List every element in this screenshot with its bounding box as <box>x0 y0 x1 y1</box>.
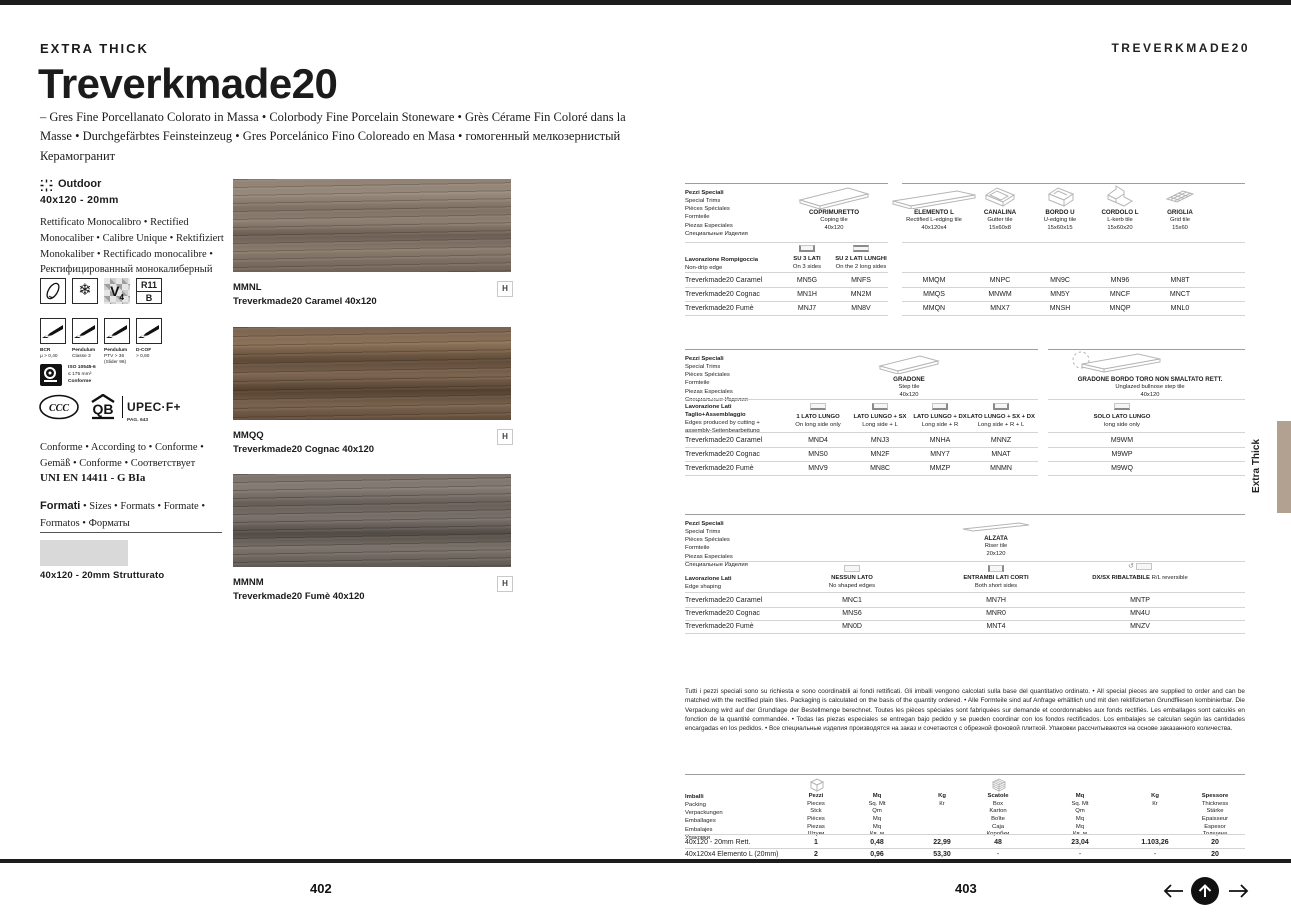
trim-code: MN5Y <box>1050 291 1070 298</box>
row-sep <box>1048 475 1245 476</box>
trim-code: MNQP <box>1109 305 1131 312</box>
trim-code: MNV9 <box>808 465 828 472</box>
trim-code: MNMN <box>990 465 1012 472</box>
v4-letter: V <box>110 283 120 299</box>
svg-text:QB: QB <box>92 401 114 417</box>
product-image-cognac <box>233 327 511 420</box>
page-top-edge <box>0 0 1291 5</box>
table3-col-ribaltabile: DX/SX RIBALTABILE R/L reversible <box>1092 575 1188 581</box>
formats-heading-bold: Formati <box>40 500 81 512</box>
row-sep <box>685 461 1038 462</box>
table1-rows-rule-left <box>685 272 888 273</box>
trim-code: MNS6 <box>842 610 862 617</box>
packing-value: 53,30 <box>933 851 951 858</box>
trim-code: MN1H <box>797 291 817 298</box>
trim-code: MNC1 <box>842 597 862 604</box>
packing-value: 20 <box>1211 839 1219 846</box>
snowflake-glyph: ❄ <box>78 282 92 299</box>
ccc-logo <box>38 394 80 422</box>
trim-code: M9WP <box>1111 451 1133 458</box>
product-name: Treverkmade20 Cognac 40x120 <box>233 444 375 456</box>
product-image-caramel <box>233 179 511 272</box>
table2-mid-rule-left <box>685 399 1038 400</box>
alzata-drawing <box>961 521 1031 533</box>
table-row: Treverkmade20 Cognac <box>685 451 760 458</box>
product-name: Treverkmade20 Caramel 40x120 <box>233 296 377 308</box>
iso-label: ISO 10545-6 ≤ 175 mm² Conforme <box>68 365 96 385</box>
trim-code: MNSH <box>1049 305 1071 312</box>
row-sep <box>685 475 1038 476</box>
row-sep <box>685 287 888 288</box>
table2-rows-rule-right <box>1048 432 1245 433</box>
bordo-u-drawing <box>1047 186 1075 208</box>
packing-col-spessore: Spessore Thickness Stärke Epaisseur Espesor <box>1201 793 1229 830</box>
slip-ramp-icon-pendulum-ptv <box>104 318 130 344</box>
row-sep <box>685 301 888 302</box>
page-number-right: 403 <box>955 881 977 896</box>
packing-col-kg1: Kg Кг <box>938 793 946 807</box>
trim-code: M9WQ <box>1111 465 1133 472</box>
v4-number: 4 <box>119 292 124 302</box>
griglia-drawing <box>1164 189 1196 205</box>
packing-value: 22,99 <box>933 839 951 846</box>
rectified-text: Rettificato Monocalibro • Rectified Monocaliber • Calibre Unique • Rektifiziert Monokaliber • Rectificado monocalibre • Ректифицированный монокалиберный <box>40 217 224 276</box>
packing-col-kg2: Kg Кг <box>1151 793 1159 807</box>
piece-bordo-u: BORDO U U-edging tile 15x60x15 <box>1043 209 1077 231</box>
row-sep <box>1048 447 1245 448</box>
collection-eyebrow: EXTRA THICK <box>40 41 149 56</box>
svg-text:CCC: CCC <box>48 403 70 414</box>
table2-col-latolungo-dx: LATO LUNGO + DX Long side + R <box>913 414 967 428</box>
packing-value: 23,04 <box>1071 839 1089 846</box>
trim-code: MND4 <box>808 437 828 444</box>
trim-code: MNPC <box>989 277 1011 284</box>
table-row: Treverkmade20 Cognac <box>685 610 760 617</box>
format-name: 40x120 - 20mm Strutturato <box>40 570 165 581</box>
footprint-icon <box>40 278 66 304</box>
packing-value: 20 <box>1211 851 1219 858</box>
gradone-bordo-toro-drawing <box>1068 350 1164 374</box>
shade-variation-v4-icon <box>104 278 130 304</box>
table3-col-nessunlato: NESSUN LATO No shaped edges <box>828 575 876 589</box>
row-sep <box>1048 461 1245 462</box>
page-number-left: 402 <box>310 881 332 896</box>
slip-ramp-icon-pendulum-classe <box>72 318 98 344</box>
piece-elemento-l: ELEMENTO L Rectified L-edging tile 40x120x4 <box>906 209 962 231</box>
product-name: Treverkmade20 Fumè 40x120 <box>233 591 365 603</box>
trim-code: MN96 <box>1110 277 1130 284</box>
trim-code: MNX7 <box>990 305 1010 312</box>
product-image-fume <box>233 474 511 567</box>
h-badge: H <box>497 576 513 592</box>
packing-col-mq2: Mq Sq. Mt Qm Mq Mq <box>1071 793 1089 830</box>
trim-code: MN8C <box>870 465 890 472</box>
slip-label-pendulum-ptv: Pendulum PTV > 36 (Slider 96) <box>104 348 128 366</box>
packing-value: 48 <box>994 839 1002 846</box>
outdoor-size: 40x120 - 20mm <box>40 194 119 206</box>
piece-canalina: CANALINA Gutter tile 15x60x8 <box>983 209 1017 231</box>
trim-code: MMQS <box>923 291 945 298</box>
table1-rows-rule-right <box>902 272 1245 273</box>
header-right-label: TREVERKMADE20 <box>1111 41 1250 55</box>
table-row: Treverkmade20 Fumè <box>685 623 754 630</box>
trim-code: MN2M <box>850 291 872 298</box>
packing-value: - <box>996 851 1000 858</box>
piece-gradone-bordo-toro: GRADONE BORDO TORO NON SMALTATO RETT. Unglazed bullnose step tile 40x120 <box>1077 376 1223 398</box>
special-trims-label: Pezzi Speciali Special Trims Pièces Spéciales Formteile Piezas Especiales <box>685 356 733 395</box>
qb-logo <box>88 394 118 422</box>
packing-col-pezzi: Pezzi Pieces Stck Pièces Piezas <box>807 793 825 830</box>
frost-resistance-icon <box>72 278 98 304</box>
side-tab-label: Extra Thick <box>1251 439 1262 493</box>
trim-code: MNAT <box>991 451 1011 458</box>
trim-code: MNNZ <box>990 437 1012 444</box>
table-row: Treverkmade20 Caramel <box>685 597 763 604</box>
page-subtitle: – Gres Fine Porcellanato Colorato in Massa • Colorbody Fine Porcelain Stoneware • Grès Cérame Fin Coloré dans la Masse • Durchgefärbtes Feinsteinzeug • Gres Porcelánico Fino Coloreado en Masa • гомогенный мелкозернистый Керамогранит <box>40 110 626 163</box>
formats-heading-rest: • Sizes • Formats • Formate • Formatos • Форматы <box>40 501 205 529</box>
trim-code: MNCF <box>1109 291 1131 298</box>
trim-code: MNTP <box>1130 597 1150 604</box>
packing-row: 40x120x4 Elemento L (20mm) <box>685 851 779 858</box>
product-code: MMNL <box>233 282 262 293</box>
formats-heading <box>40 498 232 532</box>
trim-code: MNWM <box>988 291 1012 298</box>
packing-value: 0,96 <box>870 851 884 858</box>
packing-row: 40x120 - 20mm Rett. <box>685 839 751 846</box>
trim-code: MN8T <box>1170 277 1190 284</box>
next-page-button[interactable] <box>1228 883 1250 899</box>
piece-alzata: ALZATA Riser tile 20x120 <box>984 535 1008 557</box>
packing-col-scatole: Scatole Box Karton Boîte Caja <box>987 793 1009 830</box>
elemento-l-drawing <box>889 189 979 209</box>
row-sep <box>902 315 1245 316</box>
table3-top-rule <box>685 514 1245 515</box>
product-label-fume <box>233 576 511 605</box>
piece-cordolo-l: CORDOLO L L-kerb tile 15x60x20 <box>1101 209 1139 231</box>
h-badge: H <box>497 281 513 297</box>
table2-col-1latolungo: 1 LATO LUNGO On long side only <box>795 414 841 428</box>
trim-code: MNHA <box>929 437 951 444</box>
trim-code: M9WM <box>1110 437 1134 444</box>
table-row: Treverkmade20 Fumè <box>685 305 754 312</box>
piece-griglia: GRIGLIA Grid tile 15x60 <box>1167 209 1193 231</box>
table2-col-sololatolungo: SOLO LATO LUNGO long side only <box>1093 414 1151 428</box>
table2-col-latolungo-sx: LATO LUNGO + SX Long side + L <box>853 414 907 428</box>
table2-top-rule-left <box>685 349 1038 350</box>
formats-divider <box>40 532 222 533</box>
table-row: Treverkmade20 Caramel <box>685 437 763 444</box>
packing-value: 1 <box>814 839 818 846</box>
table1-top-rule-right <box>902 183 1245 184</box>
product-label-cognac <box>233 429 511 458</box>
product-label-caramel <box>233 281 511 310</box>
product-code: MMNM <box>233 577 264 588</box>
trim-code: MNS0 <box>808 451 828 458</box>
r11-label: R11 <box>137 279 161 292</box>
packing-label: Imballi Packing Verpackungen Emballages Embalajes Упаковки <box>685 794 723 841</box>
row-sep <box>685 848 1245 849</box>
cordolo-l-drawing <box>1106 185 1134 208</box>
table2-col-latolungo-sxdx: LATO LUNGO + SX + DX Long side + R + L <box>967 414 1035 428</box>
scroll-top-button[interactable] <box>1191 877 1219 905</box>
trim-code: MNJ3 <box>870 437 890 444</box>
table3-col-entrambilaticorti: ENTRAMBI LATI CORTI Both short sides <box>963 575 1029 589</box>
slip-label-bcr: BCR μ > 0,40 <box>40 348 58 360</box>
trim-code: MMQM <box>922 277 946 284</box>
trim-code: MN0D <box>842 623 862 630</box>
trim-code: MNY7 <box>930 451 950 458</box>
table2-rows-rule-left <box>685 432 1038 433</box>
table-row: Treverkmade20 Cognac <box>685 291 760 298</box>
table1-mid-rule-right <box>902 242 1245 243</box>
table3-row-label: Lavorazione Lati Edge shaping <box>685 576 732 591</box>
upec-page-ref: PAG. 643 <box>127 418 149 423</box>
conformity-text: Conforme • According to • Conforme • Gemäß • Conforme • Соответствует <box>40 442 204 470</box>
trim-code: MN9C <box>1050 277 1070 284</box>
trim-code: MNL0 <box>1170 305 1190 312</box>
conformity-norm: UNI EN 14411 - G BIa <box>40 472 146 484</box>
trim-code: MMZP <box>929 465 951 472</box>
r11-rating-icon <box>136 278 162 304</box>
trim-code: MN5G <box>796 277 818 284</box>
coprimuretto-drawing <box>794 185 874 209</box>
prev-page-button[interactable] <box>1162 883 1184 899</box>
table2-mid-rule-right <box>1048 399 1245 400</box>
trim-code: MNR0 <box>986 610 1006 617</box>
packing-value: - <box>1153 851 1157 858</box>
table3-rows-rule <box>685 592 1245 593</box>
slip-ramp-icon-dcof <box>136 318 162 344</box>
special-trims-label: Pezzi Speciali Special Trims Pièces Spéciales Formteile Piezas Especiales Специальные Изделия <box>685 190 748 237</box>
trim-code: MN7H <box>986 597 1006 604</box>
row-sep <box>685 607 1245 608</box>
table1-mid-rule-left <box>685 242 888 243</box>
row-sep <box>902 287 1245 288</box>
r11-class-label: B <box>145 293 153 303</box>
trim-code: MN8V <box>851 305 871 312</box>
slip-label-dcof: D-COF > 0,60 <box>136 348 152 360</box>
row-sep <box>685 633 1245 634</box>
canalina-drawing <box>984 186 1016 208</box>
packing-col-mq1: Mq Sq. Mt Qm Mq Mq <box>868 793 886 830</box>
trim-code: MNCT <box>1169 291 1191 298</box>
page-bottom-edge <box>0 859 1291 863</box>
edge-icon-ribaltabile: ↺ <box>1120 563 1160 581</box>
piece-gradone: GRADONE Step tile 40x120 <box>893 376 925 398</box>
trim-code: MNFS <box>851 277 871 284</box>
trim-code: MNT4 <box>986 623 1006 630</box>
piece-coprimuretto: COPRIMURETTO Coping tile 40x120 <box>808 209 860 231</box>
gradone-drawing <box>876 354 942 374</box>
table1-row-label: Lavorazione Rompigoccia Non-drip edge <box>685 257 758 272</box>
table1-col-su2lati: SU 2 LATI LUNGHI On the 2 long sides <box>835 256 887 270</box>
product-code: MMQQ <box>233 430 264 441</box>
trim-code: MN2F <box>870 451 890 458</box>
packing-value: 0,48 <box>870 839 884 846</box>
format-swatch <box>40 540 128 566</box>
table3-mid-rule <box>685 561 1245 562</box>
packing-value: - <box>1078 851 1082 858</box>
h-badge: H <box>497 429 513 445</box>
trim-code: MMQN <box>922 305 946 312</box>
row-sep <box>685 315 888 316</box>
packing-value: 1.103,26 <box>1141 839 1169 846</box>
table1-top-rule-left <box>685 183 888 184</box>
trim-code: MNZV <box>1130 623 1150 630</box>
outdoor-label: Outdoor <box>58 178 102 190</box>
abrasion-resistance-icon <box>40 364 62 386</box>
table2-row-label: Lavorazione Lati Taglio+Assemblaggio Edges produced by cutting + <box>685 404 760 427</box>
side-tab-marker[interactable] <box>1277 421 1291 513</box>
upec-label: UPEC·F+ <box>127 400 181 414</box>
upec-divider <box>122 396 123 418</box>
outdoor-icon <box>40 179 53 192</box>
page-title: Treverkmade20 <box>38 60 338 107</box>
trim-code: MNJ7 <box>797 305 817 312</box>
table-row: Treverkmade20 Fumè <box>685 465 754 472</box>
slip-label-pendulum-classe: Pendulum Classe 3 <box>72 348 96 360</box>
table1-col-su3lati: SU 3 LATI On 3 sides <box>792 256 822 270</box>
packing-top-rule <box>685 774 1245 775</box>
packing-value: 2 <box>814 851 818 858</box>
packing-rows-rule <box>685 834 1245 835</box>
special-pieces-note: Tutti i pezzi speciali sono su richiesta e sono coordinabili ai fondi rettificati. Gli imballi vengono calcolati sulla base del quantitativo ordinato. • All special pieces are supplied to order and can be matched with the rectified plain tiles. Packaging is calculated on the basis of the quantity ordered. • Alle Formteile sind auf Anfrage erhältlich und mit den rektifizierten Grundfliesen kombinierbar. Die Verpackung wird auf der Grundlage der Bestellmenge berechnet. Toutes les pièces spéciales sont fabriquées sur demande et coordonnables aux fonds rectifiés. Les emballages sont calculés en fonction de la quantité commandée. • Todas las piezas especiales se entregan bajo pedido y se pueden coordinar con los fondos rectificados. Los embalajes se calculan según las cantidades encargadas en los pedidos. • Все специальные изделия производятся на заказ и сочетаются с обрезной фоновой плиткой. Упаковки рассчитываются на основе заказанного количества. <box>685 688 1245 733</box>
table-row: Treverkmade20 Caramel <box>685 277 763 284</box>
special-trims-label: Pezzi Speciali Special Trims Pièces Spéciales Formteile Piezas Especiales Специальные Изделия <box>685 521 748 568</box>
trim-code: MN4U <box>1130 610 1150 617</box>
row-sep <box>685 620 1245 621</box>
row-sep <box>902 301 1245 302</box>
slip-ramp-icon-bcr <box>40 318 66 344</box>
row-sep <box>685 447 1038 448</box>
